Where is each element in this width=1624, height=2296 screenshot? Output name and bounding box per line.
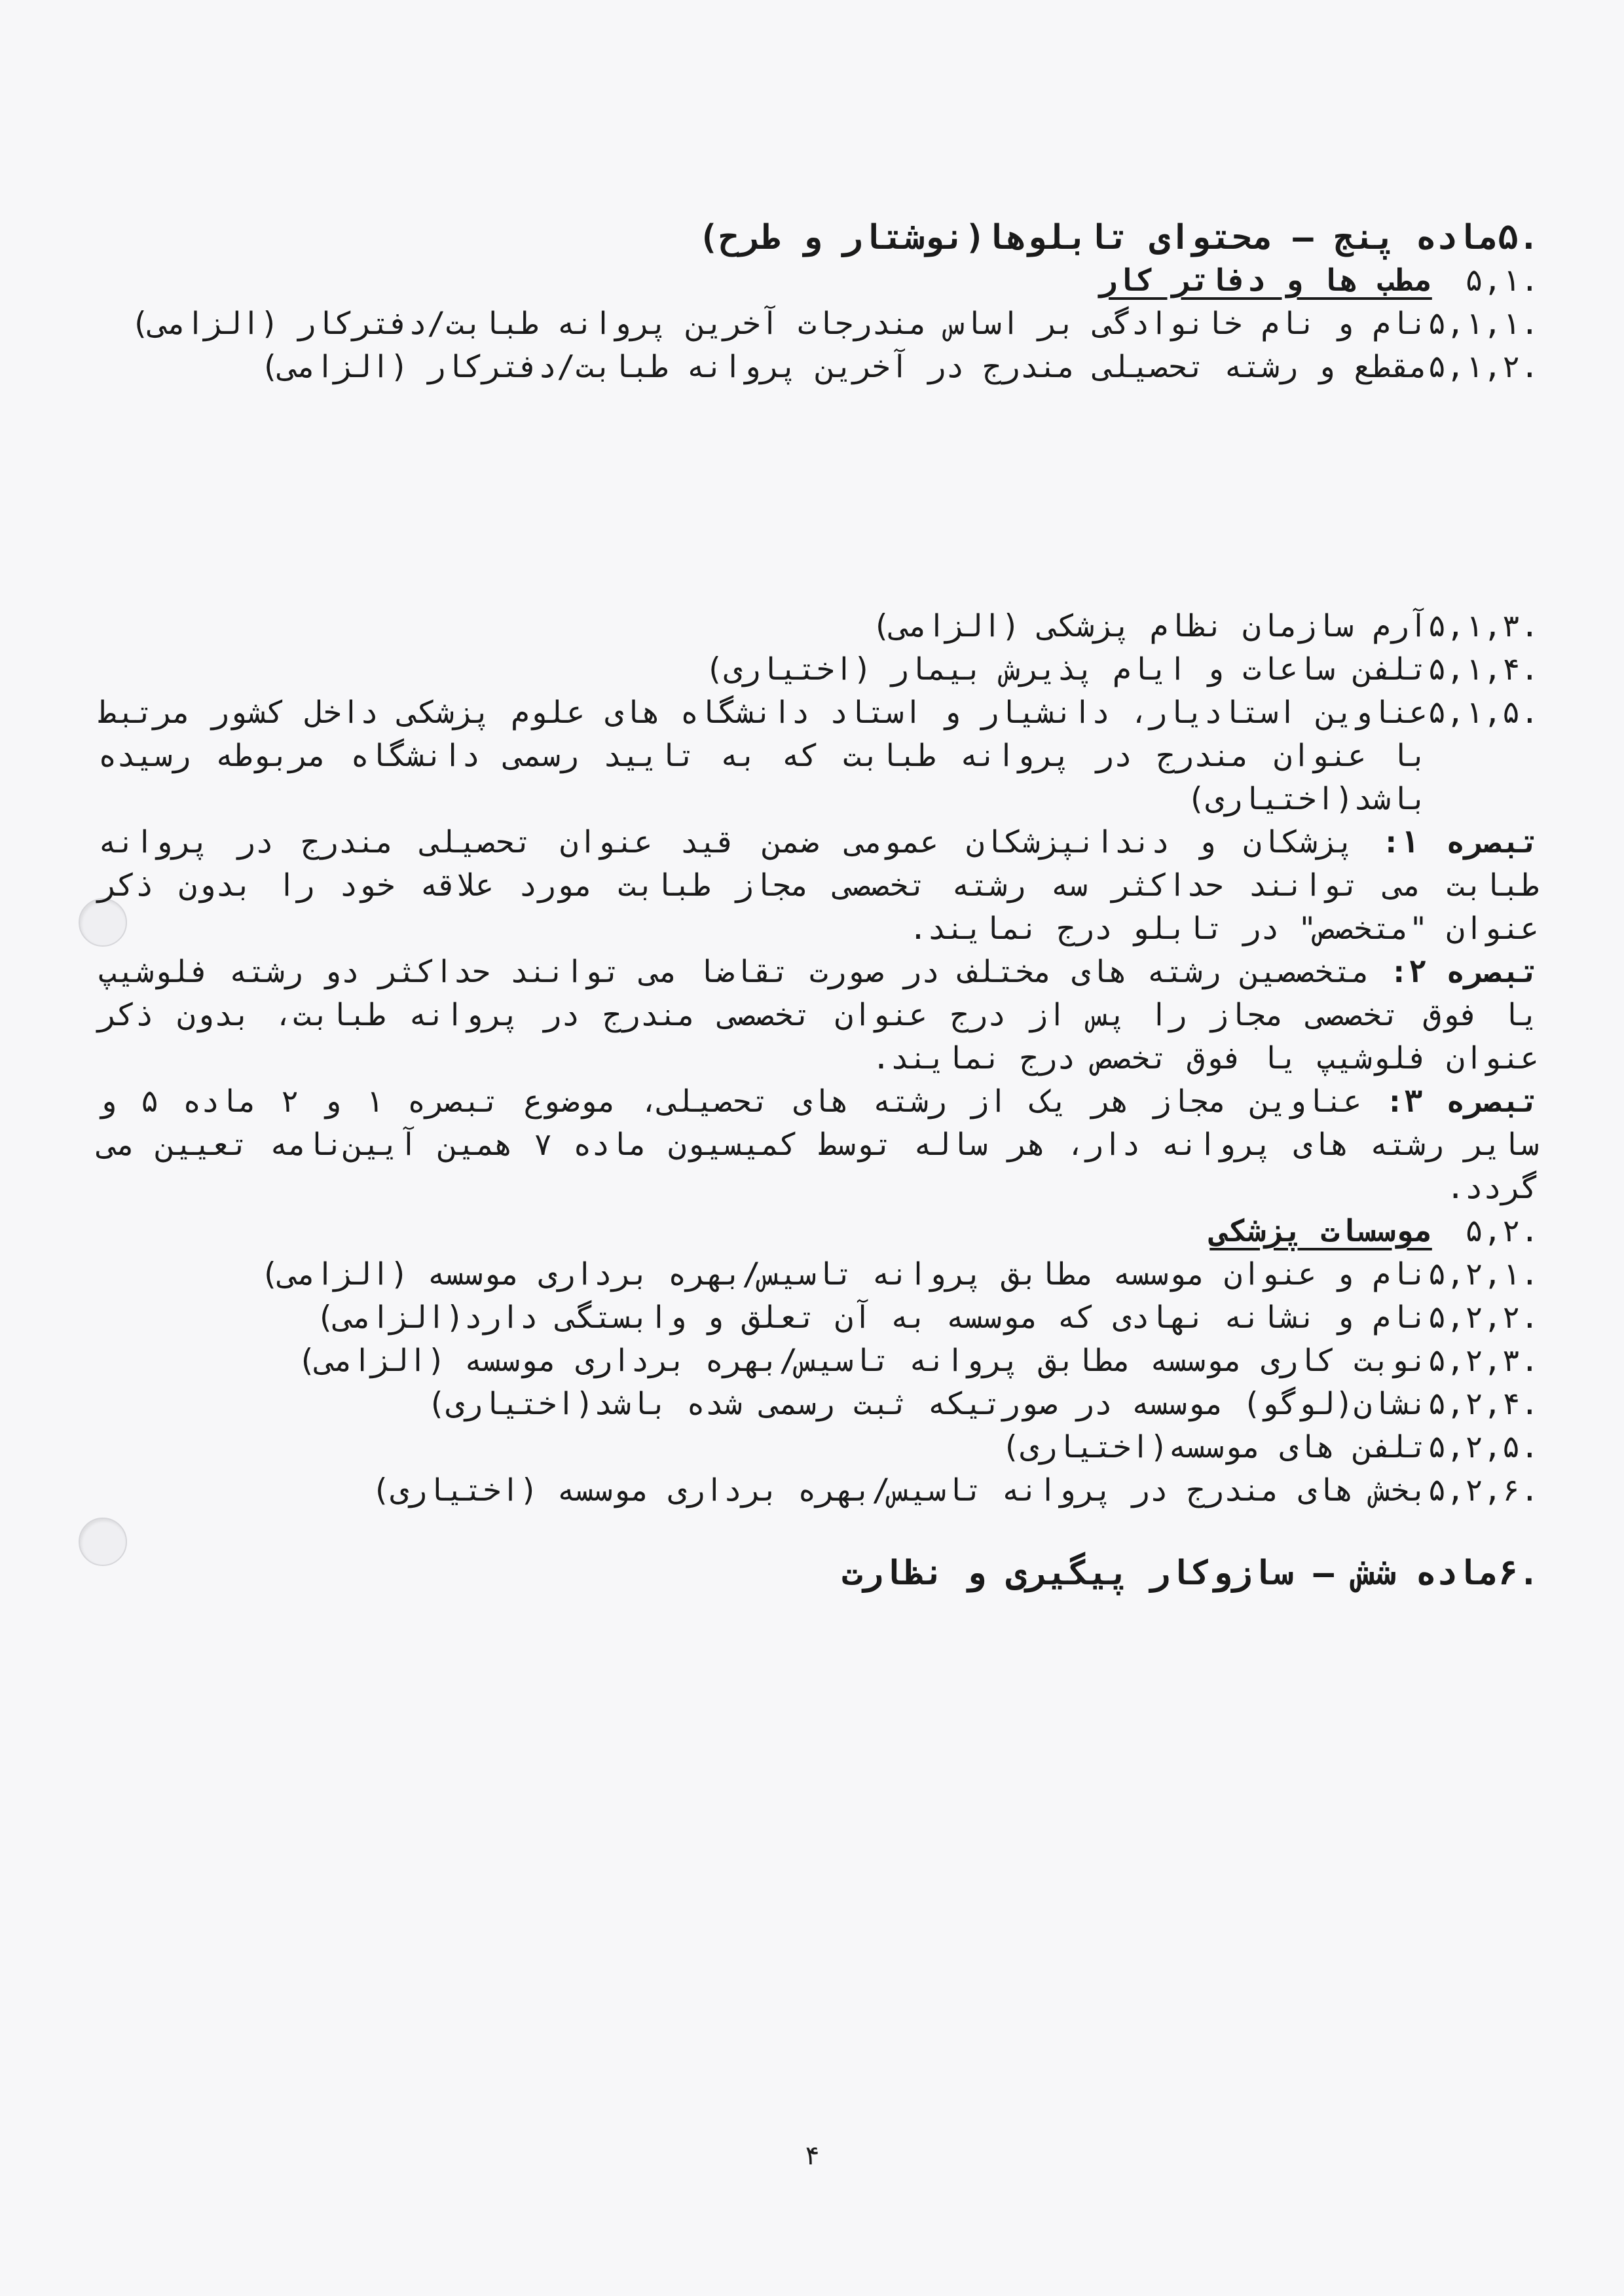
section-number: .۵,۲ — [1464, 1213, 1539, 1249]
list-item — [98, 1426, 1539, 1469]
item-text: آرم سازمان نظام پزشکی (الزامی) — [872, 608, 1428, 644]
item-text: نام و نام خانوادگی بر اساس مندرجات آخرین پروانه طبابت/دفترکار (الزامی) — [130, 306, 1428, 342]
blank-space — [98, 1512, 1539, 1552]
item-number: .۵,۲,۵ — [1428, 1429, 1539, 1465]
item-text: بخش های مندرج در پروانه تاسیس/بهره برداری موسسه (اختیاری) — [371, 1472, 1428, 1508]
note-text: عناوین مجاز هر یک از رشته های تحصیلی، موضوع تبصره ۱ و ۲ ماده ۵ و سایر رشته های پروانه دار، هر ساله توسط کمیسیون ماده ۷ همین آیین‌نامه تعیین می گردد. — [98, 1084, 1539, 1206]
item-number: .۵,۱,۲ — [1428, 349, 1539, 385]
item-text: نام و نشانه نهادی که موسسه به آن تعلق و وابستگی دارد(الزامی) — [316, 1300, 1428, 1336]
article-6-heading: .۶ماده شش – سازوکار پیگیری و نظارت — [841, 1554, 1539, 1593]
list-item — [98, 691, 1539, 821]
item-text: تلفن ساعات و ایام پذیرش بیمار (اختیاری) — [705, 651, 1428, 687]
note-3 — [98, 1080, 1539, 1210]
item-number: .۵,۲,۳ — [1428, 1343, 1539, 1379]
section-5-2-heading — [98, 1210, 1539, 1253]
item-text: نام و عنوان موسسه مطابق پروانه تاسیس/بهره برداری موسسه (الزامی) — [260, 1256, 1428, 1292]
list-item — [98, 302, 1539, 346]
item-text: نوبت کاری موسسه مطابق پروانه تاسیس/بهره برداری موسسه (الزامی) — [297, 1343, 1428, 1379]
item-number: .۵,۲,۱ — [1428, 1256, 1539, 1292]
list-item — [98, 1339, 1539, 1383]
page-number: ۴ — [803, 2141, 821, 2171]
item-number: .۵,۲,۴ — [1428, 1386, 1539, 1422]
section-number: .۵,۱ — [1464, 263, 1539, 299]
item-text: نشان(لوگو) موسسه در صورتیکه ثبت رسمی شده باشد(اختیاری) — [427, 1386, 1428, 1422]
list-item — [98, 1383, 1539, 1426]
section-5-1-heading — [98, 259, 1539, 302]
item-number: .۵,۲,۲ — [1428, 1300, 1539, 1336]
note-label: تبصره ۳: — [1385, 1084, 1540, 1120]
note-label: تبصره ۲: — [1390, 954, 1540, 990]
item-number: .۵,۲,۶ — [1428, 1472, 1539, 1508]
document-body — [98, 216, 1539, 1595]
list-item — [98, 1253, 1539, 1296]
note-label: تبصره ۱: — [1382, 824, 1540, 860]
note-1 — [98, 821, 1539, 951]
note-text: متخصصین رشته های مختلف در صورت تقاضا می توانند حداکثر دو رشته فلوشیپ یا فوق تخصصی مجاز را پس از درج عنوان تخصصی مندرج در پروانه طبابت، بدون ذکر عنوان فلوشیپ یا فوق تخصص درج نمایند. — [98, 954, 1539, 1076]
list-item — [98, 1469, 1539, 1512]
blank-space — [98, 389, 1539, 605]
item-number: .۵,۱,۵ — [1428, 695, 1539, 731]
section-title: موسسات پزشکی — [1209, 1213, 1432, 1249]
article-5-heading: .۵ماده پنج – محتوای تابلوها(نوشتار و طرح) — [698, 218, 1539, 257]
list-item — [98, 346, 1539, 389]
item-text: تلفن های موسسه(اختیاری) — [1001, 1429, 1428, 1465]
item-number: .۵,۱,۳ — [1428, 608, 1539, 644]
item-number: .۵,۱,۱ — [1428, 306, 1539, 342]
note-text: پزشکان و دندانپزشکان عمومی ضمن قید عنوان تحصیلی مندرج در پروانه طبابت می توانند حداکثر سه رشته تخصصی مجاز طبابت مورد علاقه خود را بدون ذکر عنوان "متخصص" در تابلو درج نمایند. — [98, 824, 1539, 947]
item-text: عناوین استادیار، دانشیار و استاد دانشگاه های علوم پزشکی داخل کشور مرتبط با عنوان مندرج در پروانه طبابت که به تایید رسمی دانشگاه مربوطه رسیده باشد(اختیاری) — [98, 695, 1428, 817]
note-2 — [98, 951, 1539, 1080]
item-number: .۵,۱,۴ — [1428, 651, 1539, 687]
list-item — [98, 1296, 1539, 1339]
list-item — [98, 605, 1539, 648]
section-title: مطب ها و دفاتر کار — [1098, 263, 1432, 299]
item-text: مقطع و رشته تحصیلی مندرج در آخرین پروانه طبابت/دفترکار (الزامی) — [260, 349, 1428, 385]
list-item — [98, 648, 1539, 691]
